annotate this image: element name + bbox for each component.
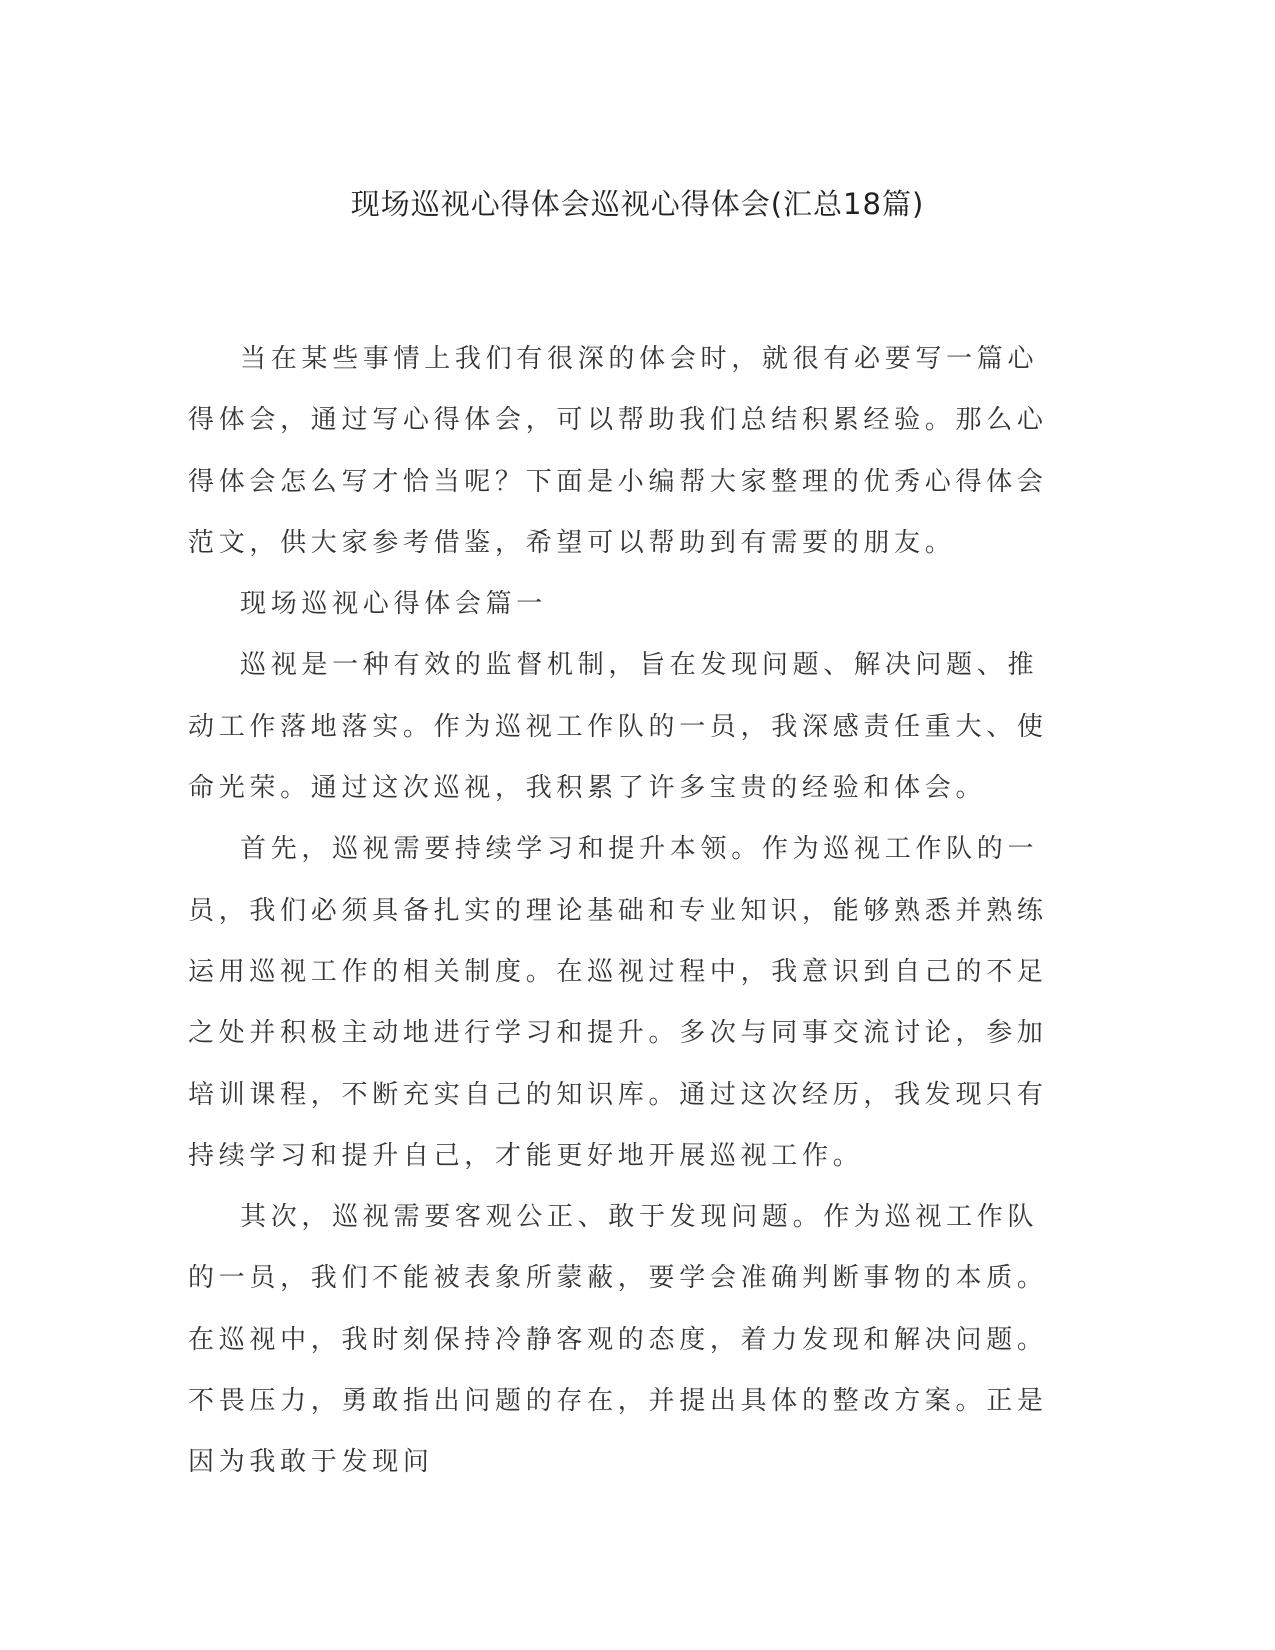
document-title: 现场巡视心得体会巡视心得体会(汇总18篇): [350, 187, 925, 221]
paragraph: 首先，巡视需要持续学习和提升本领。作为巡视工作队的一员，我们必须具备扎实的理论基础和专业知识，能够熟悉并熟练运用巡视工作的相关制度。在巡视过程中，我意识到自己的不足之处并积极主动地进行学习和提升。多次与同事交流讨论，参加培训课程，不断充实自己的知识库。通过这次经历，我发现只有持续学习和提升自己，才能更好地开展巡视工作。: [188, 834, 1048, 1171]
paragraph-intro: 当在某些事情上我们有很深的体会时，就很有必要写一篇心得体会，通过写心得体会，可以帮助我们总结积累经验。那么心得体会怎么写才恰当呢？下面是小编帮大家整理的优秀心得体会范文，供大家参考借鉴，希望可以帮助到有需要的朋友。: [188, 344, 1048, 558]
document-body: [188, 329, 1068, 1494]
paragraph: 其次，巡视需要客观公正、敢于发现问题。作为巡视工作队的一员，我们不能被表象所蒙蔽，要学会准确判断事物的本质。在巡视中，我时刻保持冷静客观的态度，着力发现和解决问题。不畏压力，勇敢指出问题的存在，并提出具体的整改方案。正是因为我敢于发现问: [188, 1202, 1048, 1478]
section-heading: 现场巡视心得体会篇一: [240, 589, 548, 620]
paragraph: 巡视是一种有效的监督机制，旨在发现问题、解决问题、推动工作落地落实。作为巡视工作队的一员，我深感责任重大、使命光荣。通过这次巡视，我积累了许多宝贵的经验和体会。: [188, 650, 1048, 804]
